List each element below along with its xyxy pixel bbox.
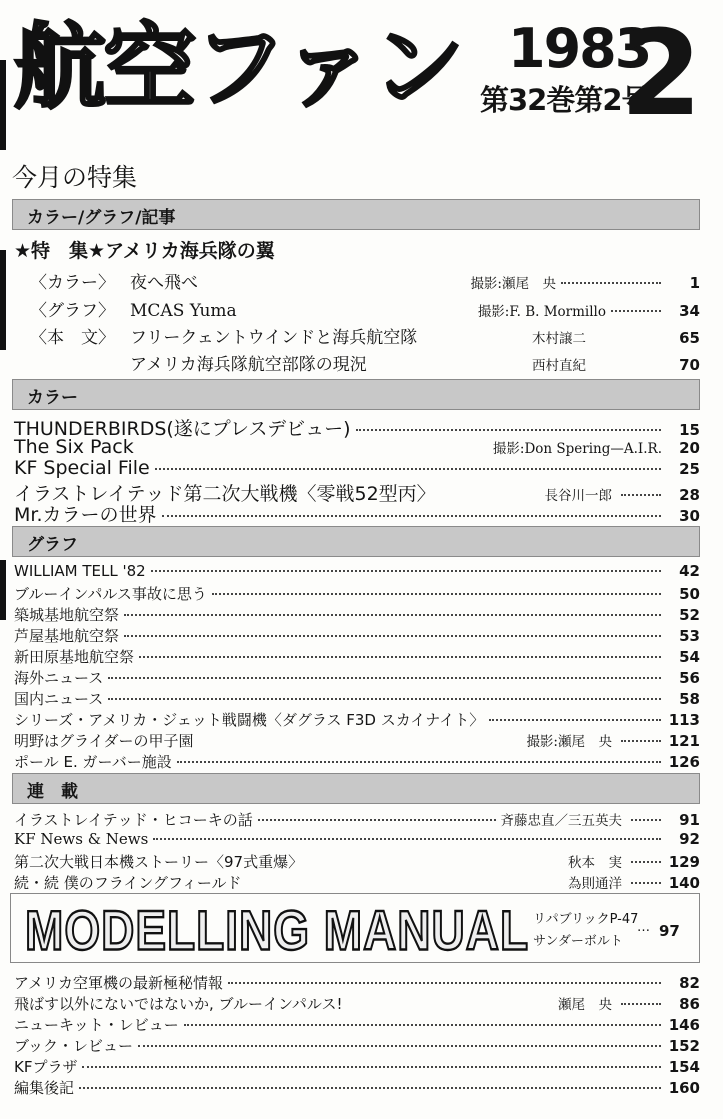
toc-title: 国内ニュース — [14, 690, 104, 708]
toc-row[interactable] — [14, 562, 700, 584]
toc-page: 160 — [668, 1079, 700, 1097]
toc-page: 25 — [679, 460, 700, 478]
toc-page: 53 — [679, 627, 700, 645]
toc-title: THUNDERBIRDS(遂にプレスデビュー) — [14, 418, 351, 440]
toc-page: 126 — [668, 753, 700, 771]
toc-row[interactable] — [14, 1077, 700, 1099]
toc-title: 飛ばす以外にないではないか, ブルーインパルス! — [14, 995, 343, 1013]
edge-mark — [0, 60, 6, 150]
feature-heading: 今月の特集 — [12, 163, 138, 192]
toc-credit: 撮影:瀬尾 央 — [526, 734, 612, 750]
toc-row[interactable] — [14, 851, 700, 873]
toc-title: イラストレイテッド・ヒコーキの話 — [14, 811, 253, 829]
toc-page: 42 — [679, 562, 700, 580]
toc-title: Mr.カラーの世界 — [14, 504, 157, 526]
special-item[interactable] — [30, 323, 700, 349]
special-item-label: 〈本 文〉 — [30, 328, 115, 348]
toc-title: WILLIAM TELL '82 — [14, 562, 146, 580]
special-item-credit: 木村譲二 — [532, 331, 586, 347]
modelling-dots: … — [637, 920, 650, 935]
toc-title: 第二次大戦日本機ストーリー〈97式重爆〉 — [14, 853, 304, 871]
special-item[interactable] — [30, 350, 700, 376]
toc-row[interactable] — [14, 688, 700, 710]
toc-title: 芦屋基地航空祭 — [14, 627, 120, 645]
modelling-title-line1: リパブリックP-47 — [533, 912, 639, 927]
toc-row[interactable] — [14, 993, 700, 1015]
special-item-credit: 撮影:瀬尾 央 — [470, 276, 556, 292]
toc-page: 146 — [668, 1016, 700, 1034]
toc-page: 154 — [668, 1058, 700, 1076]
toc-row[interactable] — [14, 730, 700, 752]
special-feature-title: ★特 集★アメリカ海兵隊の翼 — [14, 240, 275, 262]
toc-row[interactable] — [14, 479, 700, 505]
toc-row[interactable] — [14, 751, 700, 773]
special-item-credit: 西村直紀 — [532, 358, 586, 374]
special-item-page: 34 — [679, 302, 700, 320]
special-item-title: MCAS Yuma — [130, 301, 237, 321]
toc-row[interactable] — [14, 972, 700, 994]
section-bar-color — [12, 379, 700, 410]
toc-title: ニューキット・レビュー — [14, 1016, 179, 1034]
toc-row[interactable] — [14, 667, 700, 689]
toc-page: 20 — [679, 439, 700, 457]
toc-credit: 秋本 実 — [568, 855, 622, 871]
toc-title: 明野はグライダーの甲子園 — [14, 732, 194, 750]
toc-credit: 斉藤忠直／三五英夫 — [500, 813, 622, 829]
special-item-label: 〈グラフ〉 — [30, 301, 115, 321]
toc-title: 編集後記 — [14, 1079, 75, 1097]
issue-year: 1983 — [508, 17, 651, 80]
toc-row[interactable] — [14, 830, 700, 852]
masthead-title: 航空ファン — [14, 14, 463, 121]
edge-mark — [0, 250, 6, 350]
toc-title: ポール E. ガーバー施設 — [14, 753, 172, 771]
toc-page: 30 — [679, 507, 700, 525]
special-item[interactable] — [30, 268, 700, 294]
toc-credit: 為則通洋 — [568, 876, 622, 892]
toc-page: 54 — [679, 648, 700, 666]
toc-title: イラストレイテッド第二次大戦機〈零戦52型丙〉 — [14, 483, 436, 505]
edge-mark — [0, 560, 6, 620]
toc-page: 86 — [679, 995, 700, 1013]
toc-page: 121 — [668, 732, 700, 750]
toc-row[interactable] — [14, 604, 700, 626]
toc-title: 海外ニュース — [14, 669, 104, 687]
toc-row[interactable] — [14, 625, 700, 647]
section-bar-color-graph-article — [12, 199, 700, 230]
toc-title: KF Special File — [14, 457, 150, 479]
toc-page: 28 — [679, 486, 700, 504]
toc-row[interactable] — [14, 1035, 700, 1057]
modelling-manual-box[interactable] — [10, 893, 700, 963]
special-item-page: 70 — [679, 356, 700, 374]
toc-page: 56 — [679, 669, 700, 687]
toc-row[interactable] — [14, 457, 700, 479]
toc-title: ブック・レビュー — [14, 1037, 133, 1055]
modelling-title-line2: サンダーボルト — [533, 934, 623, 949]
special-item[interactable] — [30, 296, 700, 322]
toc-page: 113 — [668, 711, 700, 729]
toc-page: 140 — [668, 874, 700, 892]
toc-page: 129 — [668, 853, 700, 871]
toc-row[interactable] — [14, 500, 700, 526]
toc-page: 52 — [679, 606, 700, 624]
toc-row[interactable] — [14, 872, 700, 894]
toc-row[interactable] — [14, 583, 700, 605]
toc-page: 92 — [679, 830, 700, 848]
toc-row[interactable] — [14, 709, 700, 731]
toc-page: 58 — [679, 690, 700, 708]
issue-month: 2 — [620, 4, 699, 142]
toc-page: 91 — [679, 811, 700, 829]
section-bar-serial — [12, 773, 700, 804]
modelling-manual-logo: MODELLING MANUAL — [25, 899, 530, 962]
toc-row[interactable] — [14, 414, 700, 440]
modelling-page: 97 — [659, 922, 680, 940]
special-item-page: 1 — [689, 274, 700, 292]
section-label: カラー/グラフ/記事 — [27, 208, 176, 228]
special-item-credit: 撮影:F. B. Mormillo — [477, 304, 606, 320]
issue-volume: 第32巻第2号 — [480, 83, 650, 117]
toc-page: 82 — [679, 974, 700, 992]
toc-title: KFプラザ — [14, 1058, 78, 1076]
section-label: カラー — [27, 388, 78, 408]
toc-title: アメリカ空軍機の最新極秘情報 — [14, 974, 223, 992]
special-item-title: 夜へ飛べ — [130, 273, 198, 293]
toc-page: 152 — [668, 1037, 700, 1055]
section-label: 連 載 — [27, 782, 78, 802]
section-bar-graph — [12, 526, 700, 557]
special-item-label: 〈カラー〉 — [30, 273, 115, 293]
special-item-title: フリークェントウインドと海兵航空隊 — [130, 328, 418, 348]
special-item-title: アメリカ海兵隊航空部隊の現況 — [130, 355, 367, 375]
toc-row[interactable] — [14, 1056, 700, 1078]
toc-page: 50 — [679, 585, 700, 603]
toc-row[interactable] — [14, 809, 700, 831]
section-label: グラフ — [27, 535, 78, 555]
toc-title: KF News & News — [14, 830, 149, 848]
special-item-page: 65 — [679, 329, 700, 347]
toc-title: ブルーインパルス事故に思う — [14, 585, 207, 603]
toc-title: 新田原基地航空祭 — [14, 648, 135, 666]
toc-title: The Six Pack — [14, 436, 134, 458]
toc-row[interactable] — [14, 646, 700, 668]
toc-row[interactable] — [14, 436, 700, 458]
toc-page: 15 — [679, 421, 700, 439]
toc-credit: 長谷川一郎 — [544, 488, 612, 504]
toc-title: 築城基地航空祭 — [14, 606, 120, 624]
toc-row[interactable] — [14, 1014, 700, 1036]
toc-title: シリーズ・アメリカ・ジェット戦闘機〈ダグラス F3D スカイナイト〉 — [14, 711, 485, 729]
toc-credit: 撮影:Don Spering—A.I.R. — [492, 441, 662, 457]
toc-title: 続・続 僕のフライングフィールド — [14, 874, 242, 892]
toc-credit: 瀬尾 央 — [558, 997, 612, 1013]
